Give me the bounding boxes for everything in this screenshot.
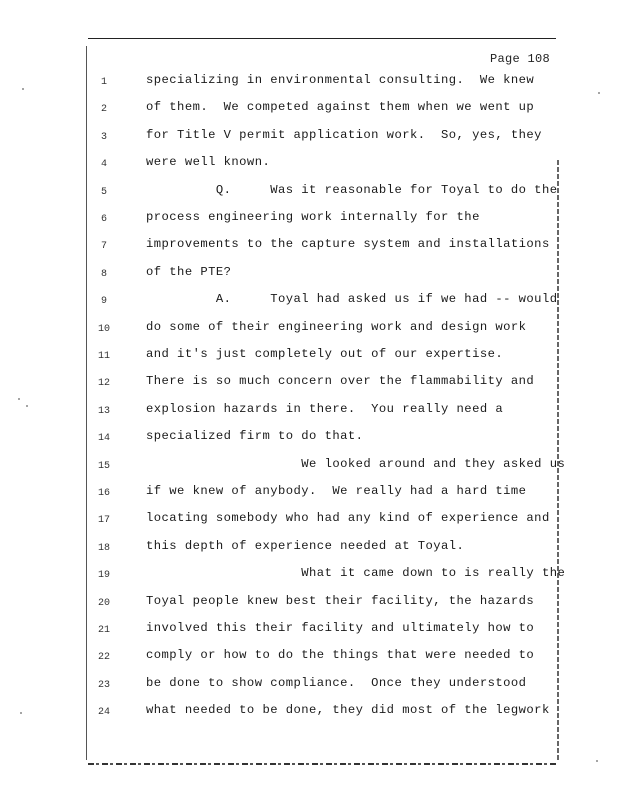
- line-text: There is so much concern over the flammability and: [146, 374, 535, 389]
- line-text: for Title V permit application work. So, yes, they: [146, 127, 542, 142]
- transcript-line: [0, 648, 618, 668]
- line-text: involved this their facility and ultimately how to: [146, 621, 535, 635]
- line-text: comply or how to do the things that were needed to: [146, 648, 535, 663]
- transcript-line: [0, 594, 618, 614]
- line-text: of them. We competed against them when we went up: [146, 100, 535, 115]
- line-number: 10: [97, 323, 110, 335]
- line-number: 8: [100, 268, 107, 280]
- line-text: and it's just completely out of our expertise.: [146, 347, 504, 361]
- transcript-line: [0, 183, 618, 203]
- line-number: 6: [100, 214, 107, 225]
- line-number: 1: [100, 77, 107, 88]
- transcript-line: [0, 320, 618, 340]
- line-number: 21: [97, 625, 110, 636]
- line-text: specializing in environmental consulting. We knew: [146, 73, 535, 87]
- line-number: 7: [100, 241, 107, 253]
- line-text: do some of their engineering work and design work: [146, 319, 527, 334]
- transcript-line: [0, 539, 618, 559]
- transcript-line: [0, 128, 618, 148]
- line-text: process engineering work internally for the: [146, 210, 480, 224]
- transcript-line: [0, 100, 618, 120]
- line-number: 4: [100, 159, 107, 171]
- line-number: 24: [97, 707, 110, 719]
- line-text: were well known.: [146, 155, 271, 170]
- scan-speck: [18, 398, 20, 400]
- top-rule: [88, 38, 556, 39]
- transcript-line: [0, 374, 618, 394]
- line-number: 18: [97, 542, 110, 554]
- line-number: 2: [100, 104, 107, 116]
- line-number: 13: [97, 405, 110, 417]
- transcript-line: [0, 73, 618, 93]
- scan-speck: [20, 712, 22, 714]
- scan-speck: [22, 88, 24, 90]
- scan-speck: [26, 405, 28, 407]
- line-number: 22: [97, 652, 110, 664]
- line-number: 16: [97, 488, 110, 499]
- line-text: if we knew of anybody. We really had a hard time: [146, 484, 527, 498]
- transcript-line: [0, 457, 618, 477]
- line-number: 12: [97, 378, 110, 390]
- transcript-line: [0, 511, 618, 531]
- line-text: A. Toyal had asked us if we had -- would: [146, 292, 558, 307]
- transcript-line: [0, 676, 618, 696]
- transcript-line: [0, 155, 618, 175]
- transcript-line: [0, 566, 618, 586]
- line-text: be done to show compliance. Once they understood: [146, 675, 527, 690]
- line-text: what needed to be done, they did most of the legwork: [146, 703, 550, 718]
- scan-speck: [598, 92, 600, 94]
- line-number: 19: [97, 570, 110, 582]
- line-text: explosion hazards in there. You really need a: [146, 401, 504, 416]
- transcript-line: [0, 402, 618, 422]
- line-text: We looked around and they asked us: [146, 456, 566, 471]
- bottom-rule: [88, 763, 556, 765]
- scan-speck: [596, 760, 598, 762]
- transcript-line: [0, 347, 618, 367]
- line-text: this depth of experience needed at Toyal.: [146, 538, 465, 553]
- transcript-line: [0, 429, 618, 449]
- line-number: 15: [97, 460, 110, 472]
- line-text: specialized firm to do that.: [146, 429, 364, 444]
- line-text: locating somebody who had any kind of experience and: [146, 511, 550, 526]
- line-text: What it came down to is really the: [146, 566, 566, 581]
- transcript-line: [0, 484, 618, 504]
- line-text: Toyal people knew best their facility, the hazards: [146, 593, 535, 608]
- transcript-line: [0, 621, 618, 641]
- line-number: 17: [97, 515, 110, 527]
- line-text: of the PTE?: [146, 264, 232, 279]
- page-number: Page 108: [490, 52, 551, 66]
- line-text: improvements to the capture system and installations: [146, 237, 550, 252]
- line-number: 11: [97, 351, 110, 362]
- line-number: 14: [97, 433, 110, 445]
- transcript-line: [0, 292, 618, 312]
- line-number: 5: [100, 186, 107, 198]
- line-number: 3: [100, 131, 107, 143]
- line-number: 20: [97, 597, 110, 609]
- line-number: 23: [97, 679, 110, 691]
- line-text: Q. Was it reasonable for Toyal to do the: [146, 182, 558, 197]
- transcript-line: [0, 237, 618, 257]
- transcript-line: [0, 265, 618, 285]
- line-number: 9: [100, 296, 107, 308]
- transcript-line: [0, 210, 618, 230]
- transcript-line: [0, 703, 618, 723]
